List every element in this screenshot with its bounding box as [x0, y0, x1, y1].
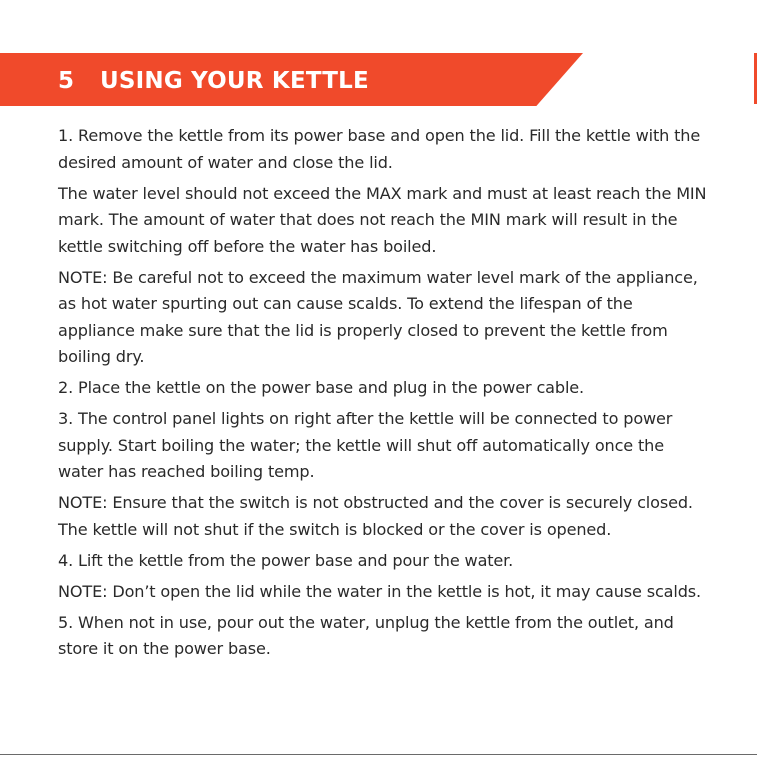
bottom-divider — [0, 754, 757, 755]
note-lid-paragraph: NOTE: Don’t open the lid while the water in the kettle is hot, it may cause scalds. — [58, 581, 701, 601]
note-switch-paragraph: NOTE: Ensure that the switch is not obstructed and the cover is securely closed. The kettle will not shut if the switch is blocked or the cover is opened. — [58, 493, 693, 539]
section-heading — [58, 64, 369, 98]
step-5-paragraph: 5. When not in use, pour out the water, unplug the kettle from the outlet, and store it on the power base. — [58, 612, 674, 658]
step-3-paragraph: 3. The control panel lights on right after the kettle will be connected to power supply. Start boiling the water; the kettle will shut off automatically once the water has reached boiling temp. — [58, 409, 673, 481]
step-1-paragraph: 1. Remove the kettle from its power base and open the lid. Fill the kettle with the desired amount of water and close the lid. — [58, 126, 701, 172]
water-level-paragraph: The water level should not exceed the MAX mark and must at least reach the MIN mark. The amount of water that does not reach the MIN mark will result in the kettle switching off before the water has boiled. — [58, 183, 707, 256]
instructions-body — [58, 123, 708, 667]
section-number: 5 — [58, 68, 75, 94]
step-2-paragraph: 2. Place the kettle on the power base and plug in the power cable. — [58, 378, 584, 397]
step-4-paragraph: 4. Lift the kettle from the power base and pour the water. — [58, 550, 514, 570]
section-title: USING YOUR KETTLE — [100, 68, 369, 94]
note-max-level-paragraph: NOTE: Be careful not to exceed the maximum water level mark of the appliance, as hot water spurting out can cause scalds. To extend the lifespan of the appliance make sure that the lid is properly closed to prevent the kettle from boiling dry. — [58, 267, 698, 366]
